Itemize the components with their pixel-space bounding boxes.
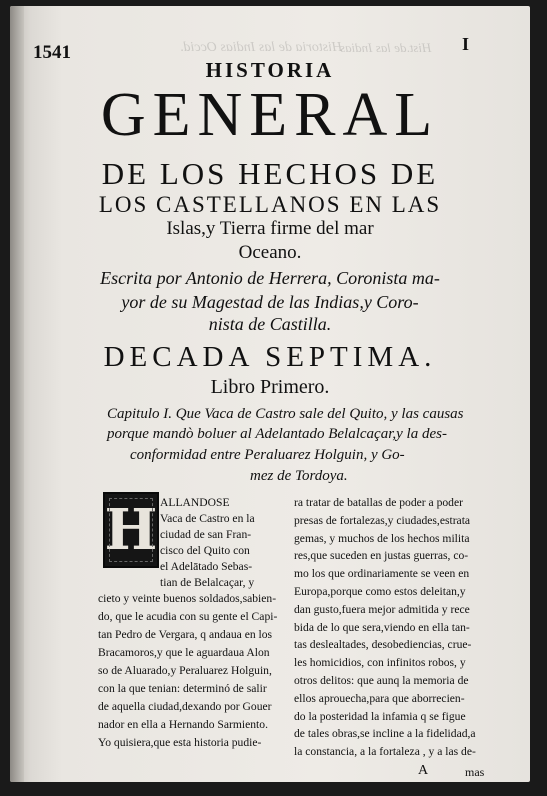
- text-line: ciudad de san Fran-: [160, 528, 252, 541]
- text-line: do la posteridad la infamia q se figue: [294, 709, 466, 723]
- text-line: con la que tenian: determinó de salir: [98, 682, 267, 695]
- subtitle-line-3: nista de Castilla.: [208, 314, 332, 334]
- chapter-heading-line-2: porque mandò boluer al Adelantado Belalcaçar,y la des-: [107, 426, 447, 442]
- text-line: do, que le acudia con su gente el Capi-: [98, 610, 278, 623]
- text-line: nador en ella a Hernando Sarmiento.: [98, 718, 268, 731]
- title-general: GENERAL: [100, 81, 440, 149]
- decade-heading: DECADA SEPTIMA.: [103, 341, 437, 373]
- subtitle-line-1: Escrita por Antonio de Herrera, Coronista ma-: [100, 268, 440, 288]
- chapter-heading-line-1: Capitulo I. Que Vaca de Castro sale del Quito, y las causas: [107, 406, 464, 422]
- text-line: Vaca de Castro en la: [160, 512, 255, 525]
- footer-catchword: mas: [465, 765, 485, 779]
- text-line: ra tratar de batallas de poder a poder: [294, 496, 463, 509]
- book-page: [10, 6, 530, 782]
- text-line: res,que suceden en justas guerras, co-: [294, 549, 469, 563]
- text-line: mo los que ordinariamente se veen en: [294, 567, 470, 581]
- text-line: Bracamoros,y que le aguardaua Alon: [98, 646, 270, 659]
- text-line: gemas, y muchos de los hechos milita: [294, 531, 470, 545]
- title-historia: HISTORIA: [205, 58, 335, 82]
- text-line: ALLANDOSE: [160, 496, 230, 509]
- signature-mark: I: [462, 34, 470, 54]
- text-line: tian de Belalcaçar, y: [160, 576, 255, 589]
- text-line: bida de lo que sera,viendo en ella tan-: [294, 620, 470, 634]
- title-castellanos: LOS CASTELLANOS EN LAS: [98, 192, 442, 217]
- bleed-through-text-right: Hist.de las Indias: [340, 40, 432, 55]
- chapter-heading-line-4: mez de Tordoya.: [250, 468, 348, 484]
- text-line: cieto y veinte buenos soldados,sabien-: [98, 592, 277, 605]
- text-line: les homicidios, con infinitos robos, y: [294, 656, 466, 670]
- text-line: ellos aprouecha,para que aborrecien-: [294, 691, 465, 705]
- text-line: Europa,porque como estos deleitan,y: [294, 585, 466, 598]
- text-line: otros delitos: que aunq la memoria de: [294, 674, 469, 687]
- text-line: presas de fortalezas,y ciudades,estrata: [294, 513, 471, 527]
- text-line: Yo quisiera,que esta historia pudie-: [98, 736, 262, 749]
- page-number: 1541: [33, 42, 71, 63]
- initial-letter: H: [104, 497, 158, 563]
- chapter-heading-line-3: conformidad entre Peraluarez Holguin, y Go-: [130, 447, 405, 463]
- text-line: de tales obras,se incline a la fidelidad,a: [294, 727, 476, 741]
- text-line: el Adelātado Sebas-: [160, 560, 253, 573]
- book-heading: Libro Primero.: [210, 376, 330, 398]
- text-line: tan Pedro de Vergara, q andaua en los: [98, 628, 273, 641]
- text-line: cisco del Quito con: [160, 544, 250, 557]
- decorated-initial: [103, 492, 159, 568]
- subtitle-line-2: yor de su Magestad de las Indias,y Coro-: [121, 292, 419, 312]
- footer-signature: A: [418, 763, 429, 778]
- text-line: so de Aluarado,y Peraluarez Holguin,: [98, 664, 272, 677]
- bleed-through-text-left: Historia de las Indias Occid.: [180, 40, 343, 55]
- text-line: dan gusto,fuera mejor admitida y rece: [294, 602, 470, 616]
- initial-ornament-border: [109, 498, 153, 562]
- text-line: la constancia, a la fortaleza , y a las de-: [294, 745, 476, 759]
- title-oceano: Oceano.: [238, 242, 302, 263]
- text-line: de aquella ciudad,dexando por Gouer: [98, 700, 272, 713]
- title-islas: Islas,y Tierra firme del mar: [166, 218, 374, 239]
- title-de-los-hechos: DE LOS HECHOS DE: [101, 156, 439, 191]
- text-line: tas deslealtades, desobediencias, crue-: [294, 638, 472, 652]
